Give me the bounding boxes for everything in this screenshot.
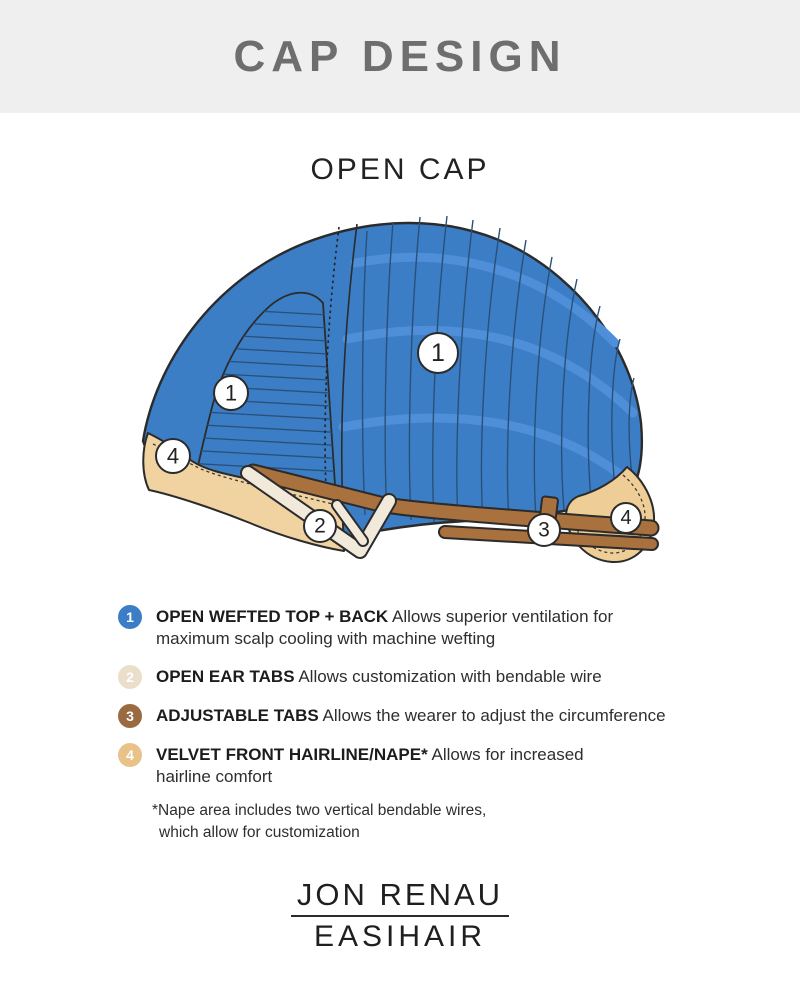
legend-bullet-2-number: 2 xyxy=(126,669,134,685)
legend-bullet-1-number: 1 xyxy=(126,609,134,625)
legend-bullet-3-number: 3 xyxy=(126,708,134,724)
legend-heading-2: OPEN EAR TABS xyxy=(156,667,295,686)
cap-diagram xyxy=(115,201,685,586)
footnote-line-1: *Nape area includes two vertical bendable wires, xyxy=(152,802,487,819)
callout-4-front xyxy=(156,439,190,473)
callout-2-label: 2 xyxy=(314,514,326,538)
brand-name-top: JON RENAU xyxy=(296,877,504,912)
brand-logo xyxy=(0,878,800,953)
legend-text-1 xyxy=(156,606,636,650)
legend-bullet-2 xyxy=(118,665,142,689)
legend-text-2 xyxy=(156,666,602,688)
legend-bullet-1 xyxy=(118,605,142,629)
callout-4-nape-label: 4 xyxy=(620,507,632,529)
legend-text-3 xyxy=(156,705,666,727)
cap-diagram-svg xyxy=(115,201,685,586)
legend-desc-3: Allows the wearer to adjust the circumference xyxy=(318,706,666,725)
legend-heading-1: OPEN WEFTED TOP + BACK xyxy=(156,607,389,626)
callout-2 xyxy=(304,510,336,542)
callout-1-main-label: 1 xyxy=(431,339,445,367)
legend-text-4 xyxy=(156,744,616,788)
legend-item-4 xyxy=(118,744,718,788)
callout-1-front xyxy=(214,376,248,410)
callout-1-main xyxy=(418,333,458,373)
callout-3 xyxy=(528,514,560,546)
legend-item-3 xyxy=(118,705,718,728)
legend-bullet-4-number: 4 xyxy=(126,747,134,763)
callout-4-front-label: 4 xyxy=(166,443,180,469)
legend-item-2 xyxy=(118,666,718,689)
callout-1-front-label: 1 xyxy=(224,380,238,406)
diagram-title: OPEN CAP xyxy=(310,153,490,186)
footnote-line-2: which allow for customization xyxy=(159,824,360,841)
legend-heading-4: VELVET FRONT HAIRLINE/NAPE* xyxy=(156,745,428,764)
callout-4-nape xyxy=(611,503,641,533)
legend-item-1 xyxy=(118,606,718,650)
legend-footnote xyxy=(152,800,718,844)
page-title: CAP DESIGN xyxy=(233,31,567,81)
legend-bullet-3 xyxy=(118,704,142,728)
legend-desc-4: Allows for increased hairline comfort xyxy=(156,745,584,786)
brand-divider xyxy=(291,915,509,917)
callout-3-label: 3 xyxy=(538,518,550,542)
legend xyxy=(118,606,718,844)
legend-desc-1: Allows superior ventilation for maximum scalp cooling with machine wefting xyxy=(156,607,614,648)
header-band xyxy=(0,0,800,113)
legend-heading-3: ADJUSTABLE TABS xyxy=(156,706,319,725)
brand-name-bottom: EASIHAIR xyxy=(313,920,487,953)
legend-desc-2: Allows customization with bendable wire xyxy=(294,667,602,686)
legend-bullet-4 xyxy=(118,743,142,767)
